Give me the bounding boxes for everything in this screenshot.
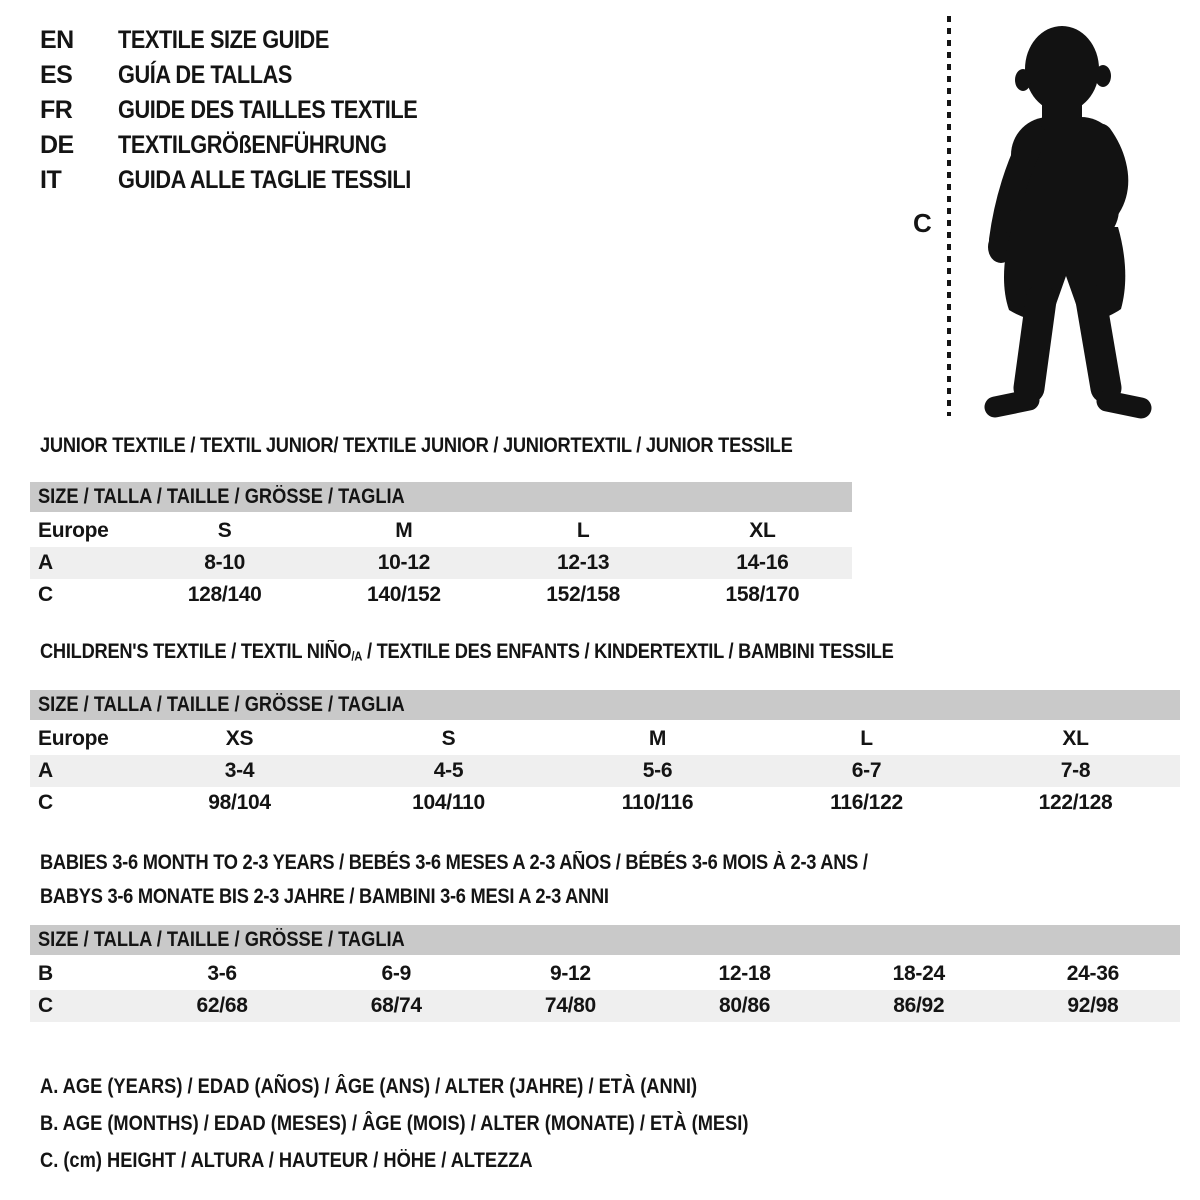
height-cell: 74/80 [544,994,596,1017]
legend [40,1068,854,1179]
table-row-junior-height [30,579,852,611]
age-cell: 10-12 [377,551,430,574]
size-cell: XL [749,519,776,542]
language-title-fr: GUIDE DES TAILLES TEXTILE [118,96,418,124]
table-row-babies-height [30,990,1180,1022]
language-row-de [40,131,462,166]
junior-section-title: JUNIOR TEXTILE / TEXTIL JUNIOR/ TEXTILE JUNIOR / JUNIORTEXTIL / JUNIOR TESSILE [40,434,793,457]
size-cell: XL [1062,727,1089,750]
language-code-de: DE [40,131,74,159]
language-code-es: ES [40,61,73,89]
age-cell: 5-6 [642,759,673,782]
age-cell: 12-13 [557,551,610,574]
age-cell: 7-8 [1060,759,1091,782]
babies-size-header-bar: SIZE / TALLA / TAILLE / GRÖSSE / TAGLIA [30,925,1180,955]
age-cell: 3-4 [224,759,255,782]
age-cell: 6-7 [851,759,882,782]
babies-section-title [40,846,991,914]
height-cell: 152/158 [546,583,621,606]
table-row-children-age [30,755,1180,787]
legend-age-months: B. AGE (MONTHS) / EDAD (MESES) / ÂGE (MOIS) / ALTER (MONATE) / ETÀ (MESI) [40,1112,749,1135]
children-size-header-bar: SIZE / TALLA / TAILLE / GRÖSSE / TAGLIA [30,690,1180,720]
height-cell: 140/152 [366,583,441,606]
legend-height-cm: C. (cm) HEIGHT / ALTURA / HAUTEUR / HÖHE / ALTEZZA [40,1149,533,1172]
height-cell: 86/92 [893,994,945,1017]
height-measure-dashed-line [947,16,951,416]
table-row-children-height [30,787,1180,819]
table-row-junior-age [30,547,852,579]
height-cell: 104/110 [412,791,485,814]
row-label: A [38,551,53,574]
height-cell: 122/128 [1038,791,1113,814]
size-cell: S [217,519,232,542]
language-title-list [40,26,462,201]
measure-label-c: C [913,208,932,238]
age-cell: 3-6 [207,962,237,985]
row-label: Europe [38,519,109,542]
language-row-fr [40,96,462,131]
age-cell: 14-16 [736,551,789,574]
nino-a-subscript: /A [351,648,363,664]
row-label: A [38,759,53,782]
legend-age-years: A. AGE (YEARS) / EDAD (AÑOS) / ÂGE (ANS) / ALTER (JAHRE) / ETÀ (ANNI) [40,1075,698,1098]
row-label: C [38,994,53,1017]
language-code-it: IT [40,166,62,194]
language-title-de: TEXTILGRÖßENFÜHRUNG [118,131,387,159]
height-cell: 68/74 [370,994,422,1017]
height-cell: 62/68 [196,994,248,1017]
language-code-fr: FR [40,96,73,124]
table-row-children-europe [30,723,1180,755]
height-cell: 116/122 [830,791,903,814]
size-cell: S [441,727,456,750]
language-title-es: GUÍA DE TALLAS [118,61,292,89]
height-cell: 128/140 [187,583,262,606]
age-cell: 12-18 [718,962,771,985]
age-cell: 9-12 [549,962,591,985]
junior-size-table [30,482,852,611]
age-cell: 4-5 [433,759,464,782]
row-label: C [38,791,53,814]
babies-size-table [30,925,1180,1022]
language-title-it: GUIDA ALLE TAGLIE TESSILI [118,166,411,194]
row-label: C [38,583,53,606]
size-cell: L [576,519,590,542]
height-cell: 110/116 [621,791,694,814]
height-cell: 80/86 [719,994,771,1017]
age-cell: 18-24 [892,962,945,985]
height-cell: 98/104 [208,791,271,814]
height-cell: 92/98 [1067,994,1119,1017]
children-size-table [30,690,1180,819]
children-section-title: CHILDREN'S TEXTILE / TEXTIL NIÑO/A / TEXTILE DES ENFANTS / KINDERTEXTIL / BAMBINI TESSILE [40,640,894,664]
language-row-it [40,166,462,201]
language-row-en [40,26,462,61]
height-cell: 158/170 [725,583,800,606]
language-code-en: EN [40,26,74,54]
row-label: B [38,962,53,985]
babies-title-line1: BABIES 3-6 MONTH TO 2-3 YEARS / BEBÉS 3-6 MESES A 2-3 AÑOS / BÉBÉS 3-6 MOIS À 2-3 ANS / [40,851,868,874]
size-cell: XS [225,727,254,750]
age-cell: 8-10 [204,551,246,574]
babies-title-line2: BABYS 3-6 MONATE BIS 2-3 JAHRE / BAMBINI 3-6 MESI A 2-3 ANNI [40,885,609,908]
language-row-es [40,61,462,96]
row-label: Europe [38,727,109,750]
language-title-en: TEXTILE SIZE GUIDE [118,26,329,54]
age-cell: 24-36 [1066,962,1120,985]
size-cell: M [648,727,667,750]
table-row-junior-europe [30,515,852,547]
table-row-babies-age [30,958,1180,990]
junior-size-header-bar: SIZE / TALLA / TAILLE / GRÖSSE / TAGLIA [30,482,852,512]
size-cell: M [395,519,413,542]
size-cell: L [860,727,873,750]
age-cell: 6-9 [381,962,411,985]
toddler-silhouette-icon [955,12,1155,420]
